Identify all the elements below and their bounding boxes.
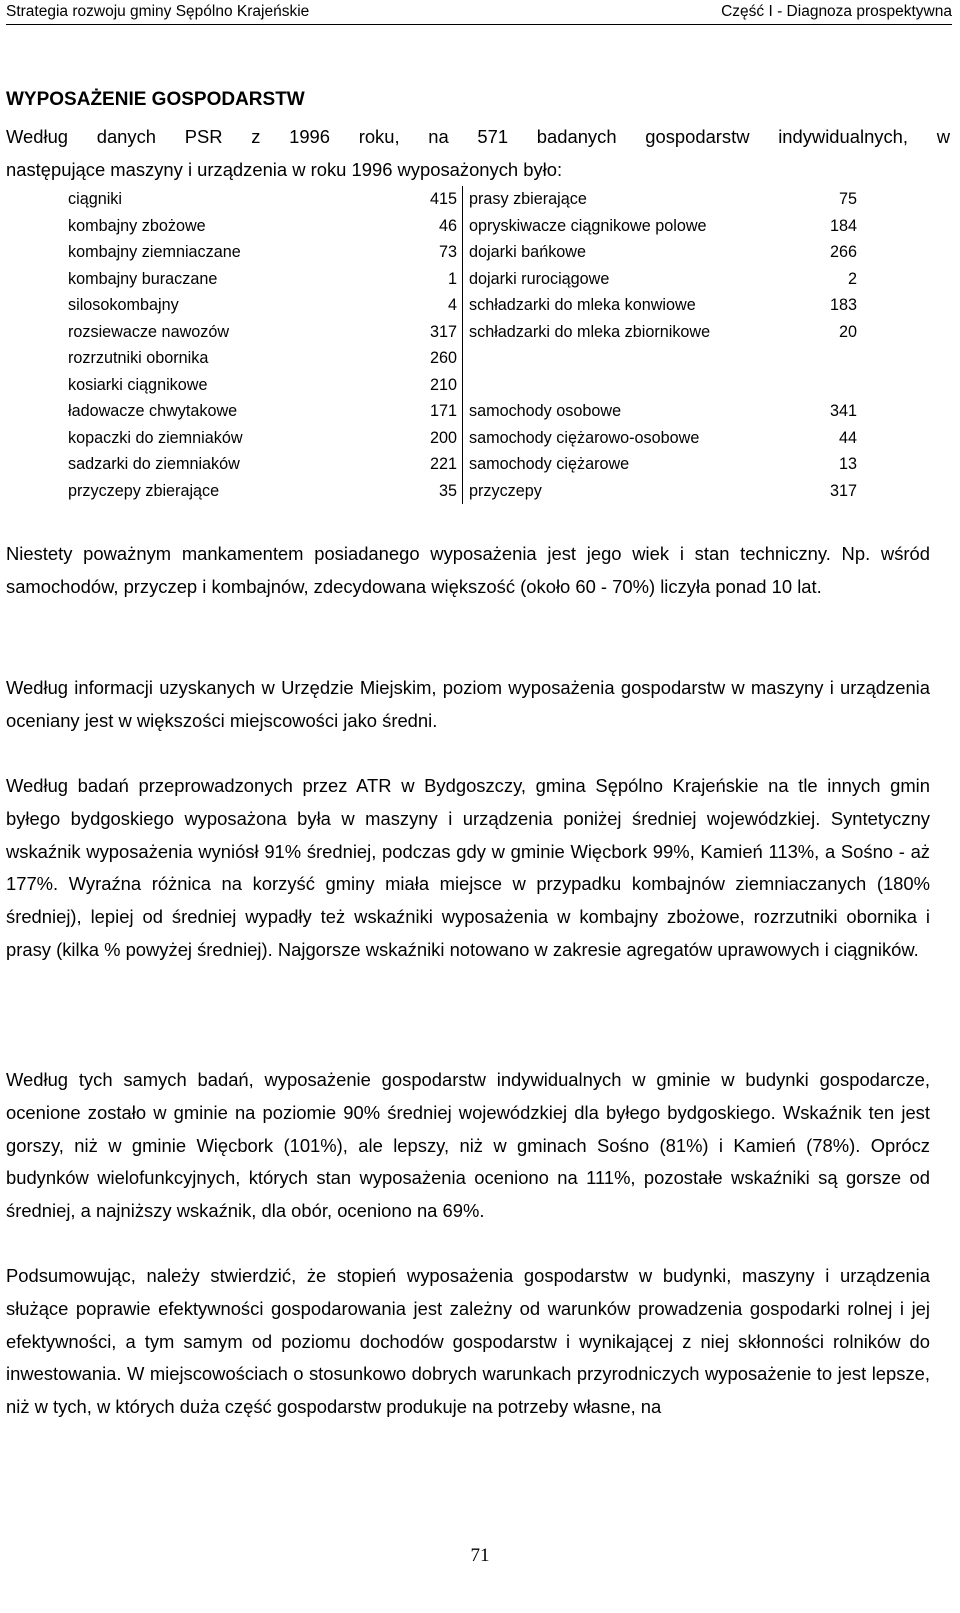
equipment-table (68, 186, 857, 504)
equipment-count-cell: 341 (829, 402, 857, 420)
table-row (68, 319, 857, 346)
table-row (68, 425, 857, 452)
equipment-name-cell: opryskiwacze ciągnikowe polowe (469, 216, 707, 235)
table-row (68, 345, 857, 372)
equipment-name-cell: przyczepy (469, 481, 542, 500)
section-title: WYPOSAŻENIE GOSPODARSTW (6, 89, 305, 110)
equipment-count-cell: 13 (838, 455, 857, 473)
paragraph-city-office: Według informacji uzyskanych w Urzędzie Miejskim, poziom wyposażenia gospodarstw w maszyny i urządzenia oceniany jest w większości miejscowości jako średni. (6, 677, 930, 731)
equipment-count-cell: 210 (393, 372, 463, 399)
equipment-name-cell: kombajny ziemniaczane (68, 243, 241, 261)
table-row (68, 398, 857, 425)
equipment-count-cell: 1 (393, 266, 463, 293)
equipment-name-cell: silosokombajny (68, 296, 179, 314)
equipment-count-cell: 75 (838, 190, 857, 208)
paragraph-summary: Podsumowując, należy stwierdzić, że stopień wyposażenia gospodarstw w budynki, maszyny i urządzenia służące poprawie efektywności gospodarowania jest zależny od warunków prowadzenia gospodarki rolnej i jej efektywności, a tym samym od poziomu dochodów gospodarstw i wynikającej z niej skłonności rolników do inwestowania. W miejscowościach o stosunkowo dobrych warunkach przyrodniczych wyposażenie to jest lepsze, niż w tych, w których duża część gospodarstw produkuje na potrzeby własne, na (6, 1265, 930, 1418)
equipment-name-cell: kombajny zbożowe (68, 216, 206, 235)
equipment-count-cell: 44 (838, 428, 857, 447)
header-document-title: Strategia rozwoju gminy Sępólno Krajeńskie (6, 3, 310, 20)
table-row (68, 239, 857, 266)
page-header (6, 0, 952, 25)
table-row (68, 213, 857, 240)
equipment-count-cell (799, 372, 857, 399)
table-row (68, 478, 857, 505)
table-row (68, 266, 857, 293)
table-row (68, 372, 857, 399)
page-number: 71 (470, 1545, 490, 1566)
equipment-name-cell (463, 345, 800, 372)
equipment-count-cell (799, 345, 857, 372)
equipment-name-cell: sadzarki do ziemniaków (68, 455, 240, 473)
equipment-name-cell: dojarki rurociągowe (469, 269, 610, 288)
intro-line-2: następujące maszyny i urządzenia w roku 1996 wyposażonych było: (6, 159, 563, 180)
equipment-name-cell: przyczepy zbierające (68, 481, 220, 500)
equipment-name-cell: schładzarki do mleka zbiornikowe (469, 322, 711, 341)
equipment-count-cell: 266 (829, 243, 857, 261)
equipment-count-cell: 200 (393, 425, 463, 452)
equipment-name-cell (463, 372, 800, 399)
header-part-title: Część I - Diagnoza prospektywna (721, 3, 952, 20)
equipment-count-cell: 260 (393, 345, 463, 372)
equipment-count-cell: 184 (829, 216, 857, 235)
equipment-name-cell: ładowacze chwytakowe (68, 402, 238, 420)
intro-paragraph (6, 120, 950, 186)
table-row (68, 292, 857, 319)
equipment-count-cell: 415 (393, 186, 463, 213)
equipment-name-cell: schładzarki do mleka konwiowe (469, 296, 696, 314)
equipment-name-cell: samochody ciężarowo-osobowe (469, 428, 700, 447)
table-row (68, 186, 857, 213)
equipment-count-cell: 171 (393, 398, 463, 425)
equipment-name-cell: samochody ciężarowe (469, 455, 630, 473)
equipment-name-cell: kombajny buraczane (68, 269, 218, 288)
table-row (68, 451, 857, 478)
equipment-count-cell: 46 (393, 213, 463, 240)
paragraph-atr-study: Według badań przeprowadzonych przez ATR w Bydgoszczy, gmina Sępólno Krajeńskie na tle innych gmin byłego bydgoskiego wyposażona była w maszyny i urządzenia poniżej średniej wojewódzkiej. Syntetyczny wskaźnik wyposażenia wyniósł 91% średniej, podczas gdy w gminie Więcbork 99%, Kamień 113%, a Sośno - aż 177%. Wyraźna różnica na korzyść gminy miała miejsce w przypadku kombajnów ziemniaczanych (180% średniej), lepiej od średniej wypadły też wskaźniki wyposażenia w kombajny zbożowe, rozrzutniki obornika i prasy (kilka % powyżej średniej). Najgorsze wskaźniki notowano w zakresie agregatów uprawowych i ciągników. (6, 775, 930, 960)
equipment-name-cell: dojarki bańkowe (469, 243, 586, 261)
equipment-name-cell: kopaczki do ziemniaków (68, 428, 243, 447)
equipment-count-cell: 221 (393, 451, 463, 478)
equipment-count-cell: 317 (393, 319, 463, 346)
equipment-name-cell: rozsiewacze nawozów (68, 322, 230, 341)
equipment-name-cell: samochody osobowe (469, 402, 622, 420)
equipment-count-cell: 73 (393, 239, 463, 266)
equipment-count-cell: 4 (393, 292, 463, 319)
paragraph-condition: Niestety poważnym mankamentem posiadanego wyposażenia jest jego wiek i stan techniczny. Np. wśród samochodów, przyczep i kombajnów, zdecydowana większość (około 60 - 70%) liczyła ponad 10 lat. (6, 543, 930, 597)
equipment-count-cell: 2 (847, 269, 857, 288)
equipment-table-body (68, 186, 857, 504)
equipment-name-cell: kosiarki ciągnikowe (68, 375, 208, 394)
equipment-name-cell: prasy zbierające (469, 190, 587, 208)
equipment-count-cell: 20 (838, 322, 857, 341)
equipment-count-cell: 317 (829, 481, 857, 500)
equipment-name-cell: ciągniki (68, 190, 122, 208)
equipment-name-cell: rozrzutniki obornika (68, 349, 209, 367)
intro-line-1: Według danych PSR z 1996 roku, na 571 badanych gospodarstw indywidualnych, w (6, 126, 950, 147)
equipment-count-cell: 35 (393, 478, 463, 505)
paragraph-buildings: Według tych samych badań, wyposażenie gospodarstw indywidualnych w gminie w budynki gospodarcze, ocenione zostało w gminie na poziomie 90% średniej wojewódzkiej dla byłego bydgoskiego. Wskaźnik ten jest gorszy, niż w gminie Więcbork (101%), ale lepszy, niż w gminach Sośno (81%) i Kamień (78%). Oprócz budynków wielofunkcyjnych, których stan wyposażenia oceniono na 111%, pozostałe wskaźniki są gorsze od średniej, a najniższy wskaźnik, dla obór, oceniono na 69%. (6, 1069, 930, 1222)
equipment-count-cell: 183 (829, 296, 857, 314)
